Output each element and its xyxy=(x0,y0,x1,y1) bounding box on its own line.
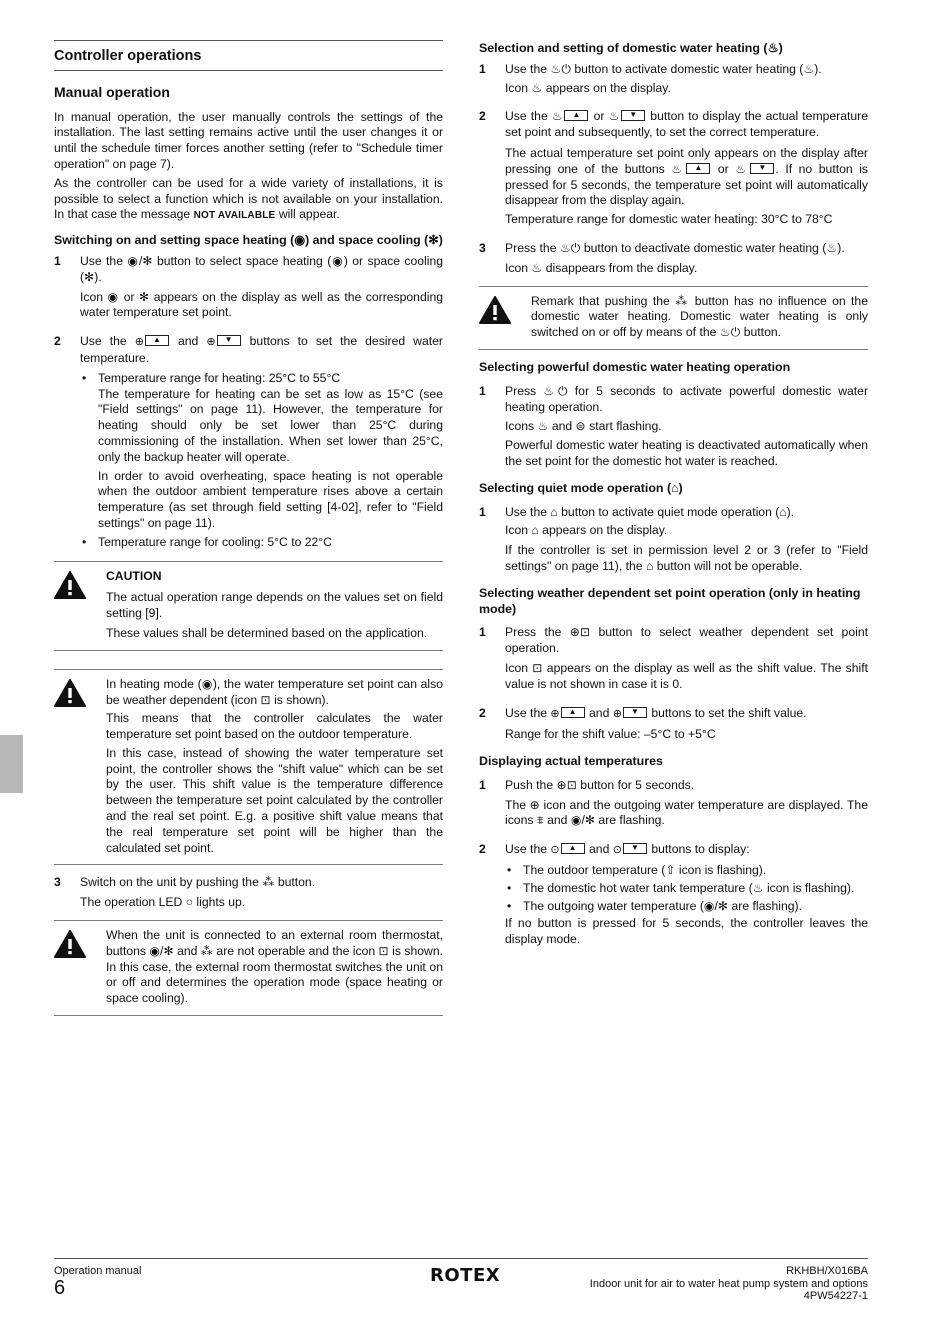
step-3: 3 Press the ♨⏻ button to deactivate domestic water heating (♨). Icon ♨ disappears from the display. xyxy=(479,240,845,275)
model-code: RKHBH/X016BA xyxy=(786,1265,868,1277)
step-2: 2 Use the ⊕▲ and ⊕▼ buttons to set the desired water temperature. • Temperature range for heating: 25°C to 55°C The temperature for heating can be set as low as 15°C (see "Field settings" on page 11). However, the temperature for heating should only be set lower than 25°C during commissioning of the installation. When set lower than 25°C, only the backup heater will operate. In order to avoid overheating, space heating is not operable when the outdoor ambient temperature rises above a certain temperature (as set through field setting [4-02], refer to "Field settings" on page 11). • Temperature range for cooling: 5°C to 22°C xyxy=(54,334,443,552)
up-button-icon xyxy=(561,707,585,718)
heading-powerful-dhw: Selecting powerful domestic water heating operation xyxy=(479,359,791,374)
right-column xyxy=(479,40,868,957)
section-title: Controller operations xyxy=(54,40,443,71)
down-button-icon xyxy=(750,163,774,174)
step-1: 1 Use the ♨⏻ button to activate domestic water heating (♨). Icon ♨ appears on the display. xyxy=(479,61,822,95)
heading-switching-on: Switching on and setting space heating (◉) and space cooling (✻) xyxy=(54,233,443,248)
temperature-range-list xyxy=(80,371,443,551)
left-column xyxy=(54,40,443,1026)
doc-description: Indoor unit for air to water heat pump system and options xyxy=(589,1277,868,1290)
weather-dependent-note: In heating mode (◉), the water temperature set point can also be weather dependent (icon ⊡ is shown). This means that the controller calculates the water temperature set point based on the outdoor temperature. In this case, instead of showing the water temperature set point, the controller shows the "shift value" which can be set by the user. This shift value is the temperature difference between the temperature set point calculated by the controller and the real set point. E.g. a positive shift value means that the real temperature set point will be higher than the calculated set point. xyxy=(54,669,443,866)
remark-note: Remark that pushing the ⁂ button has no influence on the domestic water heating. Domestic water heating is only switched on or off by means of the ♨⏻ button. xyxy=(479,286,868,350)
up-button-icon xyxy=(561,843,585,854)
warning-icon xyxy=(479,296,511,324)
step-1: 1 Use the ⌂ button to activate quiet mode operation (⌂). Icon ⌂ appears on the display. If the controller is set in permission level 2 or 3 (refer to "Field settings" on page 11), the ⌂ button will not be operable. xyxy=(479,504,868,573)
list-item: • Temperature range for cooling: 5°C to 22°C xyxy=(80,535,443,551)
side-tab-marker xyxy=(0,735,23,793)
step-2: 2 Use the ♨▲ or ♨▼ button to display the actual temperature set point and subsequently, to set the correct temperature. The actual temperature set point only appears on the display after pressing one of the buttons ♨▲ or ♨▼ . If no button is pressed for 5 seconds, the temperature set point will automatically disappear from the display again. Temperature range for domestic water heating: 30°C to 78°C xyxy=(479,109,868,231)
intro-paragraph-1: In manual operation, the user manually controls the settings of the installation. The last setting remains active until the user changes it or until the schedule timer forces another setting (refer to "Schedule timer operation" on page 7). xyxy=(54,109,443,171)
step-3: 3 Switch on the unit by pushing the ⁂ button. The operation LED ○ lights up. xyxy=(54,875,316,910)
warning-icon xyxy=(54,679,86,707)
doc-info xyxy=(590,1265,868,1303)
step-1: 1 Press the ⊕⊡ button to select weather dependent set point operation. Icon ⊡ appears on the display as well as the shift value. The shift value is not shown in case it is 0. xyxy=(479,625,868,691)
up-button-icon xyxy=(145,335,169,346)
down-button-icon xyxy=(217,335,241,346)
subsection-title: Manual operation xyxy=(54,83,170,100)
warning-icon xyxy=(54,930,86,958)
step-2: 2 Use the ⊕▲ and ⊕▼ buttons to set the shift value. Range for the shift value: –5°C to +5°C xyxy=(479,706,868,747)
down-button-icon xyxy=(621,110,645,121)
list-item: • The outgoing water temperature (◉/✻ are flashing). xyxy=(505,899,868,915)
brand-logo: ROTEX xyxy=(430,1265,501,1286)
intro-paragraph-2: As the controller can be used for a wide variety of installations, it is possible to select a function which is not available on your installation. In that case the message NOT AVAILABLE will appear. xyxy=(54,175,443,222)
list-item: • Temperature range for heating: 25°C to 55°C The temperature for heating can be set as low as 15°C (see "Field settings" on page 11). However, the temperature for heating should only be set lower than 25°C during commissioning of the installation. When set lower than 25°C, only the backup heater will operate. In order to avoid overheating, space heating is not operable when the outdoor ambient temperature rises above a certain temperature (as set through field setting [4-02], refer to "Field settings" on page 11). xyxy=(80,371,443,532)
list-item: • The domestic hot water tank temperature (♨ icon is flashing). xyxy=(505,881,868,897)
up-button-icon xyxy=(564,110,588,121)
up-button-icon xyxy=(686,163,710,174)
page-number: 6 xyxy=(54,1277,66,1299)
warning-icon xyxy=(54,571,86,599)
doc-code: 4PW54227-1 xyxy=(803,1290,868,1302)
heading-display-temperatures: Displaying actual temperatures xyxy=(479,754,663,769)
not-available-message: NOT AVAILABLE xyxy=(193,210,276,222)
step-2: 2 Use the ⊙▲ and ⊙▼ buttons to display: • The outdoor temperature (⇧ icon is flashing). • The domestic hot water tank temperature (♨ icon is flashing). • The outgoing water temperature (◉/✻ are flashing). If no button is pressed for 5 seconds, the controller leaves the display mode. xyxy=(479,842,868,951)
heading-weather-dependent: Selecting weather dependent set point operation (only in heating mode) xyxy=(479,585,861,616)
heading-domestic-water: Selection and setting of domestic water heating (♨) xyxy=(479,41,783,55)
doc-type: Operation manual xyxy=(54,1265,142,1277)
down-button-icon xyxy=(623,707,647,718)
step-1: 1 Use the ◉/✻ button to select space heating (◉) or space cooling (✻). Icon ◉ or ✻ appears on the display as well as the corresponding water temperature set point. xyxy=(54,253,443,320)
down-button-icon xyxy=(623,843,647,854)
page-footer xyxy=(54,1258,868,1302)
list-item: • The outdoor temperature (⇧ icon is flashing). xyxy=(505,863,868,879)
step-1: 1 Push the ⊕⊡ button for 5 seconds. The ⊕ icon and the outgoing water temperature are displayed. The icons ⩨ and ◉/✻ are flashing. xyxy=(479,777,868,828)
display-list xyxy=(505,863,868,914)
heading-quiet-mode: Selecting quiet mode operation (⌂) xyxy=(479,480,683,495)
step-1: 1 Press ♨⏻ for 5 seconds to activate powerful domestic water heating operation. Icons ♨ and ⊜ start flashing. Powerful domestic water heating is deactivated automatically when the set point for the domestic hot water is reached. xyxy=(479,383,868,468)
caution-title: CAUTION xyxy=(106,568,162,583)
caution-note: CAUTION The actual operation range depends on the values set on field setting [9]. These values shall be determined based on the application. xyxy=(54,561,443,651)
room-thermostat-note: When the unit is connected to an external room thermostat, buttons ◉/✻ and ⁂ are not operable and the icon ⊡ is shown. In this case, the external room thermostat switches the unit on or off and determines the operation mode (space heating or space cooling). xyxy=(54,920,443,1016)
